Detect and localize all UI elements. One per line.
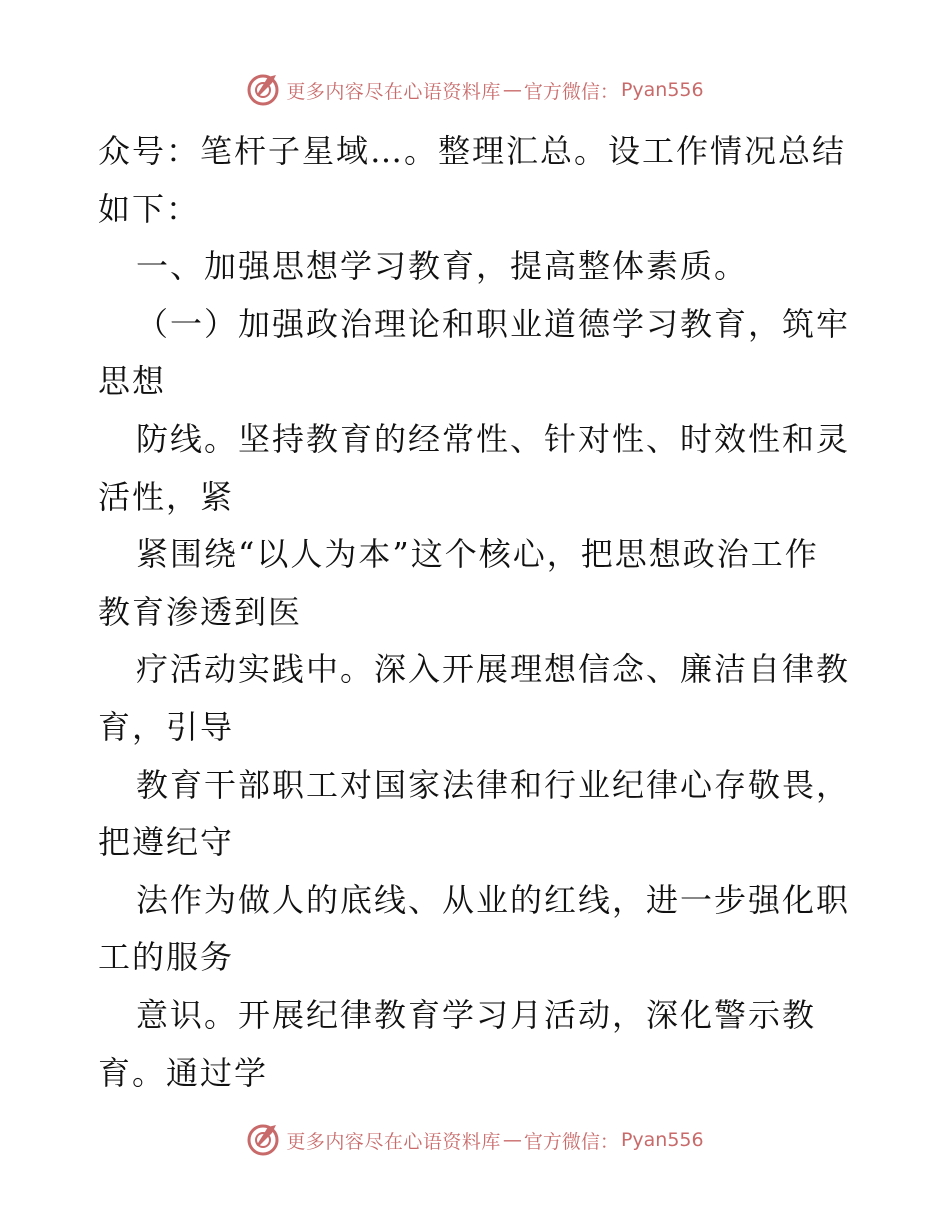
text-line: （一）加强政治理论和职业道德学习教育，筑牢: [136, 304, 851, 343]
text-line: 疗活动实践中。深入开展理想信念、廉洁自律教: [136, 650, 851, 689]
text-line: 育。通过学: [98, 1053, 269, 1092]
text-line: 教育渗透到医: [98, 592, 303, 631]
text-line: 众号：笔杆子星域…。整理汇总。设工作情况总结: [98, 132, 847, 170]
watermark-title: 更多内容尽在心语资料库: [286, 80, 501, 103]
quill-logo-icon: [246, 1123, 280, 1157]
document-body: [98, 123, 858, 1102]
text-line: 一、加强思想学习教育，提高整体素质。: [136, 247, 749, 286]
watermark-title: 更多内容尽在心语资料库: [286, 1130, 501, 1153]
watermark-wechat-label: 官方微信：: [523, 1130, 619, 1153]
text-line: 工的服务: [98, 938, 235, 977]
text-line: 思想: [98, 362, 167, 401]
footer-watermark: [0, 1120, 950, 1160]
text-line: 意识。开展纪律教育学习月活动，深化警示教: [136, 995, 817, 1034]
text-line: 育，引导: [98, 707, 235, 746]
watermark-dash: —: [502, 1129, 522, 1151]
watermark-wechat-id: Pyan556: [620, 1129, 704, 1151]
text-line: 把遵纪守: [98, 823, 235, 862]
text-line: 如下：: [98, 189, 201, 228]
text-line: 法作为做人的底线、从业的红线，进一步强化职: [136, 880, 851, 919]
text-line: 紧围绕“以人为本”这个核心，把思想政治工作: [136, 535, 819, 574]
watermark-wechat-id: Pyan556: [620, 79, 704, 101]
watermark-dash: —: [502, 79, 522, 101]
text-line: 教育干部职工对国家法律和行业纪律心存敬畏，: [136, 765, 851, 804]
header-watermark: [0, 70, 950, 110]
quill-logo-icon: [246, 73, 280, 107]
watermark-wechat-label: 官方微信：: [523, 80, 619, 103]
text-line: 防线。坚持教育的经常性、针对性、时效性和灵: [136, 419, 851, 458]
text-line: 活性，紧: [98, 477, 235, 516]
